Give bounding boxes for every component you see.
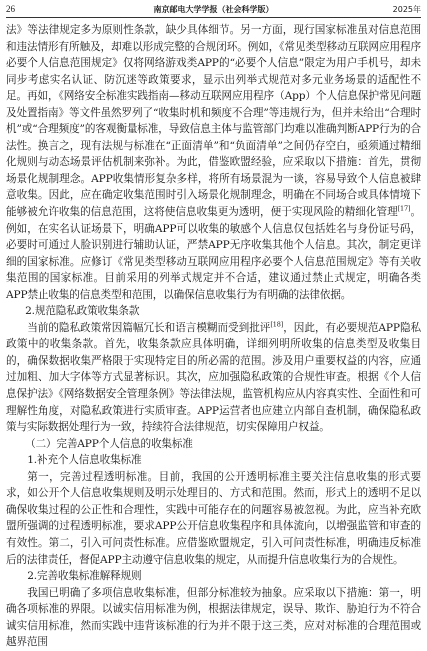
subsection-heading: 2.完善收集标准解释规则 xyxy=(27,570,142,583)
page-header xyxy=(6,4,421,18)
paragraph-text: 当前的隐私政策常因篇幅冗长和语言模糊而受到批评 xyxy=(27,321,271,334)
publication-year: 2025年 xyxy=(392,5,421,14)
paragraph-collection-scope xyxy=(6,22,421,303)
journal-title: 南京邮电大学学报（社会科学版） xyxy=(153,5,274,14)
page-number: 26 xyxy=(6,4,15,14)
header-rule xyxy=(6,17,421,18)
paragraph-text: 。例如，在实名认证场景下，明确APP可以收集的敏感个人信息仅包括姓名与身份证号码，必要时可通过人脸识别进行辅助认证，严禁APP无序收集其他个人信息。其次，制定更详细的国家标准。应修订《常见类型移动互联网应用程序必要个人信息范围规定》等有关收集范围的国家标准。目前采用的列举式规定并不合适，建议通过禁止式规定，明确各类APP禁止收集的信息类型和范围，以确保信息收集行为有明确的法律依据。 xyxy=(6,206,421,301)
paragraph-standards: 第一，完善过程透明标准。目前，我国的公开透明标准主要关注信息收集的形式要求，如公开个人信息收集规则及明示处理目的、方式和范围。然而，形式上的透明不足以确保收集过程的公正性和合理性，实践中可能存在的问题容易被忽视。为此，应当补充欧盟所强调的过程透明标准，要求APP公开信息收集程序和具体流向，以增强监管和审查的有效性。第二，引入可问责性标准。应借鉴欧盟规定，引入可问责性标准，明确违反标准后的法律责任，督促APP主动遵守信息收集的规定，从而提升信息收集行为的合规性。 xyxy=(6,470,421,566)
paragraph-text: 法》等法律规定多为原则性条款，缺少具体细节。另一方面，现行国家标准虽对信息范围和违法情形有所触及，却难以形成完整的合规闭环。例如，《常见类型移动互联网应用程序必要个人信息范围规定》仅将网络游戏类APP的“必要个人信息”限定为用户手机号，却未同步考虑实名认证、防沉迷等政策要求，显示出列举式规范对多元业务场景的适配性不足。再如，《网络安全标准实践指南—移动互联网应用程序（App）个人信息保护常见问题及处置指南》等文件虽然罗列了“收集时机和频度不合理”等违规行为，但并未给出“合理时机”或“合理频度”的客观衡量标准，导致信息主体与监管部门均难以准确判断APP行为的合法性。换言之，现有法规与标准在“正面清单”和“负面清单”之间仍存空白，亟须通过精细化规则与动态场景评估机制来弥补。为此，借鉴欧盟经验，应采取以下措施：首先，贯彻场景化规制理念。APP收集情形复杂多样，将所有场景混为一谈，容易导致个人信息被肆意收集。因此，应在确定收集范围时引入场景化规制理念，明确在不同场合或具体情境下能够被允许收集的信息范围，这将使信息收集更为透明，便于实现风险的精细化管理 xyxy=(6,24,421,219)
paragraph-text: ，因此，有必要规范APP隐私政策中的收集条款。首先，收集条款应具体明确，详细列明所收集的信息类型及收集目的，确保数据收集严格限于实现特定目的所必需的范围。涉及用户重要权益的内容，应通过加粗、加大字体等方式显著标识。其次，应加强隐私政策的合规性审查。根据《个人信息保护法》《网络数据安全管理条例》等法律法规，监管机构应从内容真实性、全面性和可理解性角度，对隐私政策进行实质审查。APP运营者也应建立内部自查机制，确保隐私政策与实际数据处理行为一致，持续符合法律规范，切实保障用户权益。 xyxy=(6,321,421,434)
subsection-heading: 1.补充个人信息收集标准 xyxy=(27,454,142,467)
section-heading: （二）完善APP个人信息的收集标准 xyxy=(25,437,193,450)
paragraph-interpretation: 我国已明确了多项信息收集标准，但部分标准较为抽象。应采取以下措施：第一，明确各项标准的界限。以诚实信用标准为例，根据法律规定，误导、欺诈、胁迫行为不符合诚实信用标准，然而实践中违背该标准的行为并不限于这三类，应对对标准的合理范围或越界范围 xyxy=(6,586,421,649)
section-heading: 2.规范隐私政策收集条款 xyxy=(25,305,140,318)
citation-18: [18] xyxy=(270,320,284,329)
citation-17: [17] xyxy=(397,204,411,213)
article-body xyxy=(6,22,421,651)
paragraph-privacy-policy xyxy=(6,320,421,436)
